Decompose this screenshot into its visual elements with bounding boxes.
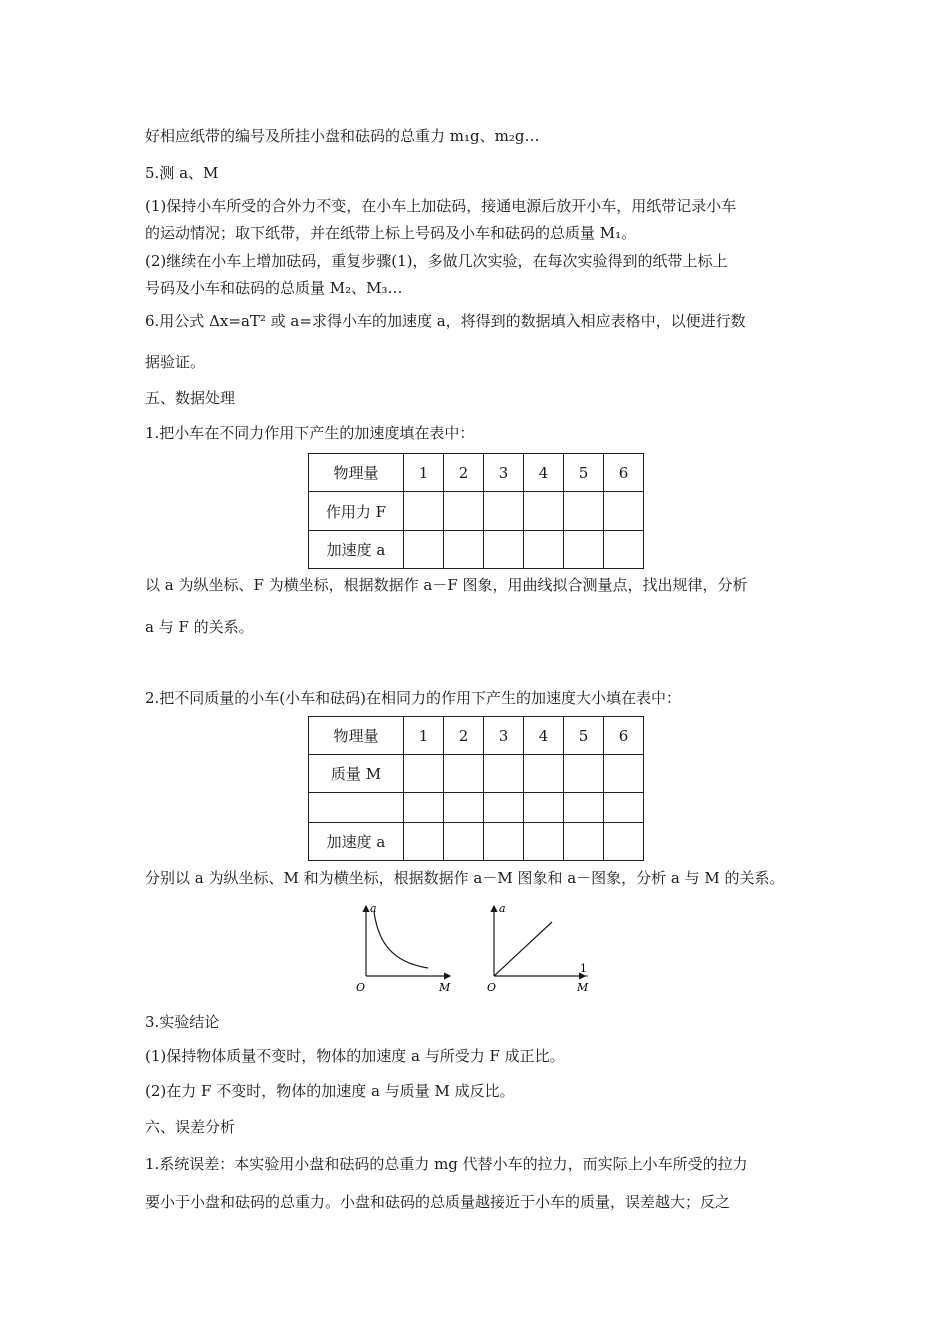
table-cell	[404, 823, 444, 861]
table-cell	[604, 755, 644, 793]
a-vs-inverse-M-graph	[485, 900, 595, 1000]
table-row-label: 作用力 F	[309, 492, 404, 531]
table-cell	[564, 531, 604, 569]
y-axis-label: a	[499, 902, 506, 915]
table-header-cell: 1	[404, 454, 444, 492]
section-step-5: 5.测 a、M	[145, 164, 219, 182]
text-line: 的运动情况；取下纸带，并在纸带上标上号码及小车和砝码的总质量 M₁。	[145, 224, 637, 242]
table-cell	[564, 793, 604, 823]
table-cell	[484, 531, 524, 569]
table-cell	[444, 531, 484, 569]
text-line: (2)在力 F 不变时，物体的加速度 a 与质量 M 成反比。	[145, 1082, 515, 1100]
table-cell	[524, 793, 564, 823]
table-cell	[484, 492, 524, 531]
text-line: (1)保持小车所受的合外力不变，在小车上加砝码，接通电源后放开小车，用纸带记录小车	[145, 197, 737, 215]
table-cell	[404, 531, 444, 569]
table-header-cell: 5	[564, 454, 604, 492]
table-header-cell: 6	[604, 717, 644, 755]
table-cell	[564, 492, 604, 531]
table-cell	[604, 793, 644, 823]
text-line: a 与 F 的关系。	[145, 618, 254, 636]
section-heading: 六、误差分析	[145, 1118, 236, 1136]
table-cell	[444, 823, 484, 861]
text-line: (1)保持物体质量不变时，物体的加速度 a 与所受力 F 成正比。	[145, 1047, 565, 1065]
x-axis-label-numerator: 1	[580, 962, 587, 975]
table-cell	[564, 755, 604, 793]
table-cell	[524, 823, 564, 861]
text-line: 1.把小车在不同力作用下产生的加速度填在表中：	[145, 424, 475, 442]
table-header-cell: 2	[444, 454, 484, 492]
table-cell	[564, 823, 604, 861]
table-row-label: 加速度 a	[309, 531, 404, 569]
table-cell	[444, 793, 484, 823]
text-line: 分别以 a 为纵坐标、M 和为横坐标，根据数据作 a－M 图象和 a－图象，分析 a 与 M 的关系。	[145, 869, 785, 887]
table-header-cell: 3	[484, 717, 524, 755]
table-cell	[404, 793, 444, 823]
force-acceleration-table	[308, 453, 644, 569]
table-header-cell: 4	[524, 454, 564, 492]
mass-acceleration-table	[308, 716, 644, 861]
table-cell	[604, 531, 644, 569]
table-cell	[444, 755, 484, 793]
x-axis-label-denominator: M	[577, 981, 589, 994]
origin-label: O	[487, 981, 497, 994]
table-header-cell: 5	[564, 717, 604, 755]
table-row-label: 质量 M	[309, 755, 404, 793]
table-header-cell: 2	[444, 717, 484, 755]
table-row-label: 加速度 a	[309, 823, 404, 861]
table-header-cell: 1	[404, 717, 444, 755]
table-cell	[484, 793, 524, 823]
section-heading: 3.实验结论	[145, 1013, 220, 1031]
text-line: 以 a 为纵坐标、F 为横坐标，根据数据作 a－F 图象，用曲线拟合测量点，找出规律，分析	[145, 576, 748, 594]
table-header-cell: 4	[524, 717, 564, 755]
table-cell	[404, 755, 444, 793]
section-heading: 五、数据处理	[145, 389, 236, 407]
table-cell	[524, 755, 564, 793]
hyperbola-curve	[374, 912, 428, 968]
table-cell	[484, 823, 524, 861]
text-line: 2.把不同质量的小车(小车和砝码)在相同力的作用下产生的加速度大小填在表中：	[145, 689, 682, 707]
proportional-line	[494, 922, 552, 976]
table-cell	[444, 492, 484, 531]
table-header-cell: 物理量	[309, 454, 404, 492]
text-line: 6.用公式 Δx=aT² 或 a=求得小车的加速度 a，将得到的数据填入相应表格中，以便进行数	[145, 312, 746, 330]
y-axis-label: a	[370, 902, 377, 915]
origin-label: O	[356, 981, 366, 994]
text-line: (2)继续在小车上增加砝码，重复步骤(1)，多做几次实验，在每次实验得到的纸带上标上	[145, 252, 728, 270]
a-vs-M-graph	[350, 900, 460, 995]
table-header-cell: 物理量	[309, 717, 404, 755]
table-header-cell: 6	[604, 454, 644, 492]
table-cell	[484, 755, 524, 793]
table-cell	[524, 531, 564, 569]
text-line: 要小于小盘和砝码的总重力。小盘和砝码的总质量越接近于小车的质量，误差越大；反之	[145, 1193, 731, 1211]
table-header-cell: 3	[484, 454, 524, 492]
table-cell	[404, 492, 444, 531]
table-cell	[604, 823, 644, 861]
table-row-label	[309, 793, 404, 823]
text-line: 号码及小车和砝码的总质量 M₂、M₃…	[145, 279, 403, 297]
x-axis-label: M	[439, 981, 451, 994]
table-cell	[604, 492, 644, 531]
text-line: 好相应纸带的编号及所挂小盘和砝码的总重力 m₁g、m₂g…	[145, 127, 540, 145]
text-line: 1.系统误差：本实验用小盘和砝码的总重力 mg 代替小车的拉力，而实际上小车所受的拉力	[145, 1155, 748, 1173]
text-line: 据验证。	[145, 353, 206, 371]
table-cell	[524, 492, 564, 531]
